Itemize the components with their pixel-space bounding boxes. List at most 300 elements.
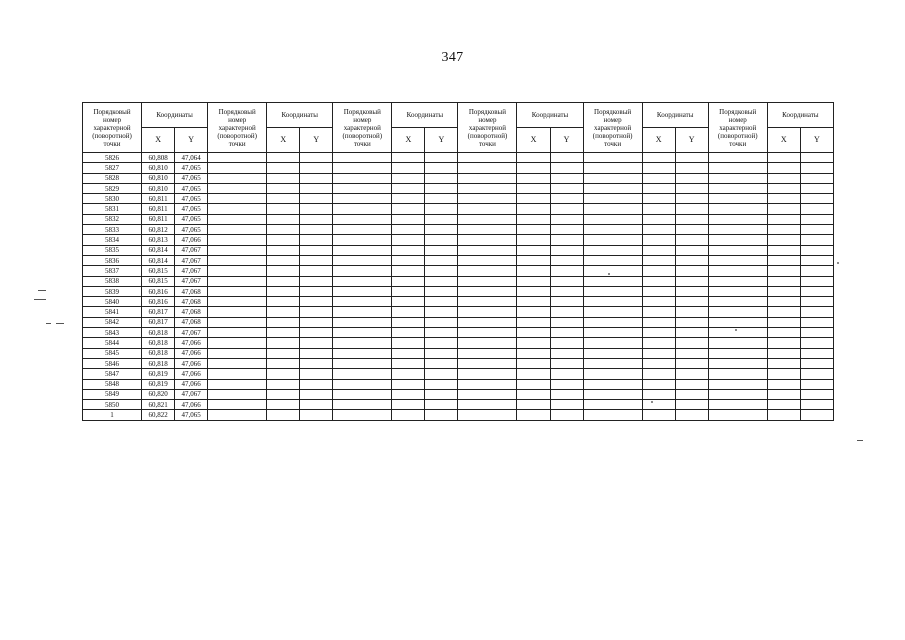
cell-empty — [333, 183, 392, 193]
cell-empty — [333, 255, 392, 265]
cell-empty — [392, 235, 425, 245]
cell-empty — [800, 276, 833, 286]
cell-empty — [392, 173, 425, 183]
cell-x: 60,815 — [142, 276, 175, 286]
cell-empty — [550, 194, 583, 204]
cell-empty — [550, 307, 583, 317]
header-point-number: Порядковый номер характерной (поворотной) точки — [583, 103, 642, 153]
cell-empty — [642, 400, 675, 410]
scan-dot — [735, 329, 737, 331]
cell-empty — [425, 358, 458, 368]
cell-empty — [300, 183, 333, 193]
cell-empty — [642, 173, 675, 183]
cell-empty — [208, 369, 267, 379]
cell-empty — [458, 245, 517, 255]
cell-empty — [300, 214, 333, 224]
cell-empty — [675, 183, 708, 193]
cell-empty — [583, 328, 642, 338]
scan-mark — [56, 323, 64, 324]
cell-empty — [583, 379, 642, 389]
cell-empty — [675, 317, 708, 327]
cell-empty — [550, 286, 583, 296]
cell-empty — [708, 194, 767, 204]
table-row — [83, 276, 834, 286]
cell-empty — [425, 163, 458, 173]
cell-empty — [300, 173, 333, 183]
cell-empty — [425, 338, 458, 348]
cell-y: 47,065 — [175, 214, 208, 224]
cell-empty — [425, 194, 458, 204]
header-point-number: Порядковый номер характерной (поворотной) точки — [208, 103, 267, 153]
cell-empty — [675, 204, 708, 214]
cell-empty — [208, 389, 267, 399]
cell-y: 47,065 — [175, 194, 208, 204]
cell-y: 47,067 — [175, 328, 208, 338]
cell-empty — [675, 194, 708, 204]
cell-empty — [392, 204, 425, 214]
cell-empty — [300, 204, 333, 214]
cell-empty — [800, 214, 833, 224]
cell-point-number: 5846 — [83, 358, 142, 368]
cell-empty — [517, 307, 550, 317]
cell-empty — [333, 276, 392, 286]
cell-empty — [333, 379, 392, 389]
cell-empty — [267, 183, 300, 193]
cell-x: 60,820 — [142, 389, 175, 399]
table-row — [83, 183, 834, 193]
cell-point-number: 1 — [83, 410, 142, 420]
cell-empty — [675, 338, 708, 348]
cell-empty — [767, 358, 800, 368]
cell-empty — [267, 153, 300, 163]
header-x: X — [642, 128, 675, 153]
cell-empty — [392, 328, 425, 338]
cell-empty — [517, 266, 550, 276]
cell-empty — [675, 348, 708, 358]
cell-empty — [675, 266, 708, 276]
table-row — [83, 245, 834, 255]
scan-dot — [837, 262, 839, 264]
cell-empty — [800, 204, 833, 214]
cell-empty — [333, 297, 392, 307]
cell-empty — [458, 163, 517, 173]
header-y: Y — [675, 128, 708, 153]
cell-empty — [583, 235, 642, 245]
cell-y: 47,066 — [175, 358, 208, 368]
cell-empty — [583, 358, 642, 368]
cell-empty — [392, 225, 425, 235]
cell-point-number: 5845 — [83, 348, 142, 358]
cell-empty — [767, 379, 800, 389]
cell-empty — [392, 358, 425, 368]
cell-empty — [333, 194, 392, 204]
cell-empty — [550, 163, 583, 173]
cell-empty — [517, 389, 550, 399]
header-y: Y — [300, 128, 333, 153]
cell-empty — [642, 225, 675, 235]
cell-empty — [458, 317, 517, 327]
cell-empty — [425, 307, 458, 317]
cell-empty — [208, 245, 267, 255]
cell-x: 60,811 — [142, 204, 175, 214]
cell-empty — [642, 307, 675, 317]
cell-y: 47,064 — [175, 153, 208, 163]
cell-empty — [300, 379, 333, 389]
cell-empty — [517, 194, 550, 204]
header-y: Y — [800, 128, 833, 153]
cell-empty — [267, 379, 300, 389]
cell-empty — [800, 369, 833, 379]
cell-empty — [767, 266, 800, 276]
cell-point-number: 5834 — [83, 235, 142, 245]
header-coordinates: Координаты — [267, 103, 333, 128]
cell-empty — [458, 410, 517, 420]
cell-y: 47,065 — [175, 410, 208, 420]
cell-empty — [458, 153, 517, 163]
table-row — [83, 173, 834, 183]
cell-empty — [208, 173, 267, 183]
cell-empty — [300, 369, 333, 379]
cell-empty — [425, 214, 458, 224]
cell-empty — [642, 297, 675, 307]
cell-empty — [767, 297, 800, 307]
cell-empty — [767, 317, 800, 327]
cell-empty — [675, 225, 708, 235]
cell-empty — [458, 307, 517, 317]
cell-empty — [458, 225, 517, 235]
cell-empty — [267, 317, 300, 327]
cell-x: 60,818 — [142, 338, 175, 348]
cell-point-number: 5850 — [83, 400, 142, 410]
cell-empty — [517, 297, 550, 307]
cell-empty — [208, 286, 267, 296]
cell-x: 60,819 — [142, 379, 175, 389]
cell-empty — [642, 338, 675, 348]
cell-empty — [642, 163, 675, 173]
cell-empty — [517, 245, 550, 255]
cell-empty — [333, 307, 392, 317]
cell-point-number: 5842 — [83, 317, 142, 327]
cell-empty — [208, 225, 267, 235]
cell-empty — [583, 276, 642, 286]
cell-empty — [675, 235, 708, 245]
cell-empty — [767, 235, 800, 245]
cell-x: 60,816 — [142, 286, 175, 296]
cell-empty — [208, 153, 267, 163]
cell-empty — [425, 389, 458, 399]
cell-empty — [642, 389, 675, 399]
cell-empty — [642, 204, 675, 214]
cell-y: 47,068 — [175, 317, 208, 327]
table-row — [83, 255, 834, 265]
cell-empty — [517, 358, 550, 368]
cell-empty — [392, 194, 425, 204]
cell-empty — [517, 163, 550, 173]
cell-empty — [425, 369, 458, 379]
cell-empty — [425, 183, 458, 193]
cell-x: 60,810 — [142, 173, 175, 183]
cell-empty — [267, 255, 300, 265]
cell-empty — [675, 153, 708, 163]
cell-empty — [458, 358, 517, 368]
cell-empty — [583, 153, 642, 163]
cell-empty — [675, 286, 708, 296]
cell-empty — [675, 255, 708, 265]
cell-empty — [708, 286, 767, 296]
cell-empty — [333, 235, 392, 245]
cell-x: 60,817 — [142, 307, 175, 317]
cell-empty — [517, 235, 550, 245]
cell-y: 47,065 — [175, 204, 208, 214]
cell-empty — [708, 153, 767, 163]
cell-empty — [767, 163, 800, 173]
cell-x: 60,811 — [142, 214, 175, 224]
cell-empty — [425, 400, 458, 410]
cell-empty — [267, 235, 300, 245]
cell-empty — [425, 153, 458, 163]
cell-empty — [550, 297, 583, 307]
cell-empty — [458, 389, 517, 399]
cell-point-number: 5828 — [83, 173, 142, 183]
cell-empty — [708, 245, 767, 255]
cell-empty — [675, 410, 708, 420]
cell-empty — [800, 338, 833, 348]
table-row — [83, 235, 834, 245]
cell-empty — [425, 348, 458, 358]
cell-y: 47,067 — [175, 276, 208, 286]
cell-empty — [392, 317, 425, 327]
cell-empty — [517, 173, 550, 183]
cell-empty — [208, 235, 267, 245]
cell-empty — [392, 266, 425, 276]
scan-mark — [857, 440, 863, 441]
cell-empty — [550, 266, 583, 276]
cell-point-number: 5844 — [83, 338, 142, 348]
cell-empty — [267, 358, 300, 368]
table-row — [83, 369, 834, 379]
cell-empty — [425, 276, 458, 286]
cell-empty — [208, 255, 267, 265]
cell-y: 47,068 — [175, 297, 208, 307]
cell-empty — [458, 369, 517, 379]
cell-empty — [675, 163, 708, 173]
cell-empty — [767, 307, 800, 317]
cell-empty — [583, 338, 642, 348]
table-body — [83, 153, 834, 421]
cell-empty — [642, 410, 675, 420]
cell-x: 60,819 — [142, 369, 175, 379]
cell-point-number: 5835 — [83, 245, 142, 255]
cell-empty — [550, 173, 583, 183]
cell-empty — [300, 317, 333, 327]
cell-point-number: 5833 — [83, 225, 142, 235]
cell-empty — [767, 369, 800, 379]
cell-empty — [333, 358, 392, 368]
header-point-number: Порядковый номер характерной (поворотной) точки — [83, 103, 142, 153]
cell-empty — [675, 276, 708, 286]
header-x: X — [142, 128, 175, 153]
header-y: Y — [550, 128, 583, 153]
cell-point-number: 5836 — [83, 255, 142, 265]
cell-empty — [333, 266, 392, 276]
cell-empty — [642, 286, 675, 296]
cell-empty — [708, 276, 767, 286]
cell-empty — [800, 317, 833, 327]
cell-empty — [300, 400, 333, 410]
cell-x: 60,811 — [142, 194, 175, 204]
cell-empty — [767, 225, 800, 235]
cell-empty — [517, 286, 550, 296]
cell-empty — [300, 307, 333, 317]
cell-point-number: 5839 — [83, 286, 142, 296]
table-row — [83, 297, 834, 307]
cell-y: 47,065 — [175, 225, 208, 235]
cell-point-number: 5838 — [83, 276, 142, 286]
cell-empty — [267, 163, 300, 173]
header-x: X — [517, 128, 550, 153]
table-row — [83, 204, 834, 214]
cell-x: 60,812 — [142, 225, 175, 235]
cell-empty — [392, 348, 425, 358]
cell-empty — [208, 338, 267, 348]
cell-empty — [800, 389, 833, 399]
cell-empty — [642, 328, 675, 338]
cell-empty — [333, 348, 392, 358]
cell-y: 47,068 — [175, 307, 208, 317]
cell-empty — [583, 286, 642, 296]
cell-empty — [425, 297, 458, 307]
cell-empty — [583, 214, 642, 224]
cell-empty — [458, 338, 517, 348]
cell-y: 47,066 — [175, 338, 208, 348]
cell-empty — [767, 328, 800, 338]
cell-empty — [708, 235, 767, 245]
cell-empty — [642, 153, 675, 163]
cell-empty — [300, 389, 333, 399]
cell-empty — [458, 266, 517, 276]
table-row — [83, 410, 834, 420]
cell-point-number: 5848 — [83, 379, 142, 389]
header-x: X — [392, 128, 425, 153]
cell-empty — [300, 338, 333, 348]
cell-point-number: 5827 — [83, 163, 142, 173]
cell-empty — [675, 297, 708, 307]
cell-empty — [208, 266, 267, 276]
cell-empty — [458, 235, 517, 245]
cell-empty — [708, 348, 767, 358]
cell-empty — [425, 379, 458, 389]
cell-empty — [708, 410, 767, 420]
cell-empty — [208, 348, 267, 358]
cell-empty — [800, 358, 833, 368]
cell-empty — [267, 173, 300, 183]
cell-empty — [550, 338, 583, 348]
cell-empty — [208, 204, 267, 214]
cell-empty — [583, 400, 642, 410]
cell-empty — [767, 338, 800, 348]
cell-empty — [550, 348, 583, 358]
cell-empty — [425, 235, 458, 245]
cell-empty — [767, 400, 800, 410]
table-row — [83, 328, 834, 338]
table-header — [83, 103, 834, 153]
cell-empty — [550, 328, 583, 338]
cell-empty — [267, 328, 300, 338]
cell-empty — [642, 276, 675, 286]
cell-empty — [425, 286, 458, 296]
cell-empty — [517, 410, 550, 420]
cell-y: 47,068 — [175, 286, 208, 296]
cell-empty — [767, 348, 800, 358]
cell-empty — [300, 245, 333, 255]
cell-empty — [800, 286, 833, 296]
scan-mark — [34, 299, 46, 300]
cell-empty — [583, 317, 642, 327]
cell-point-number: 5840 — [83, 297, 142, 307]
cell-empty — [425, 317, 458, 327]
cell-empty — [708, 338, 767, 348]
cell-empty — [392, 389, 425, 399]
cell-empty — [708, 204, 767, 214]
cell-empty — [550, 235, 583, 245]
header-y: Y — [175, 128, 208, 153]
cell-empty — [642, 348, 675, 358]
cell-empty — [642, 194, 675, 204]
cell-empty — [800, 255, 833, 265]
cell-point-number: 5831 — [83, 204, 142, 214]
cell-point-number: 5847 — [83, 369, 142, 379]
cell-empty — [767, 410, 800, 420]
cell-empty — [767, 255, 800, 265]
header-coordinates: Координаты — [642, 103, 708, 128]
cell-empty — [517, 204, 550, 214]
cell-empty — [208, 358, 267, 368]
cell-y: 47,065 — [175, 163, 208, 173]
cell-empty — [208, 379, 267, 389]
cell-empty — [583, 266, 642, 276]
cell-empty — [333, 389, 392, 399]
cell-empty — [267, 297, 300, 307]
cell-empty — [208, 183, 267, 193]
page-number: 347 — [441, 50, 464, 65]
table-row — [83, 225, 834, 235]
cell-empty — [708, 225, 767, 235]
cell-empty — [675, 328, 708, 338]
cell-empty — [708, 400, 767, 410]
cell-empty — [300, 266, 333, 276]
cell-empty — [208, 307, 267, 317]
table-row — [83, 163, 834, 173]
table-row — [83, 266, 834, 276]
cell-empty — [392, 163, 425, 173]
cell-x: 60,810 — [142, 163, 175, 173]
cell-empty — [550, 389, 583, 399]
cell-empty — [458, 194, 517, 204]
scan-dot — [651, 401, 653, 403]
cell-x: 60,814 — [142, 245, 175, 255]
cell-empty — [550, 245, 583, 255]
cell-empty — [708, 297, 767, 307]
cell-empty — [708, 214, 767, 224]
table-row — [83, 338, 834, 348]
cell-empty — [583, 297, 642, 307]
cell-empty — [208, 194, 267, 204]
cell-empty — [800, 153, 833, 163]
cell-empty — [267, 307, 300, 317]
cell-empty — [675, 358, 708, 368]
cell-empty — [642, 214, 675, 224]
cell-empty — [392, 410, 425, 420]
